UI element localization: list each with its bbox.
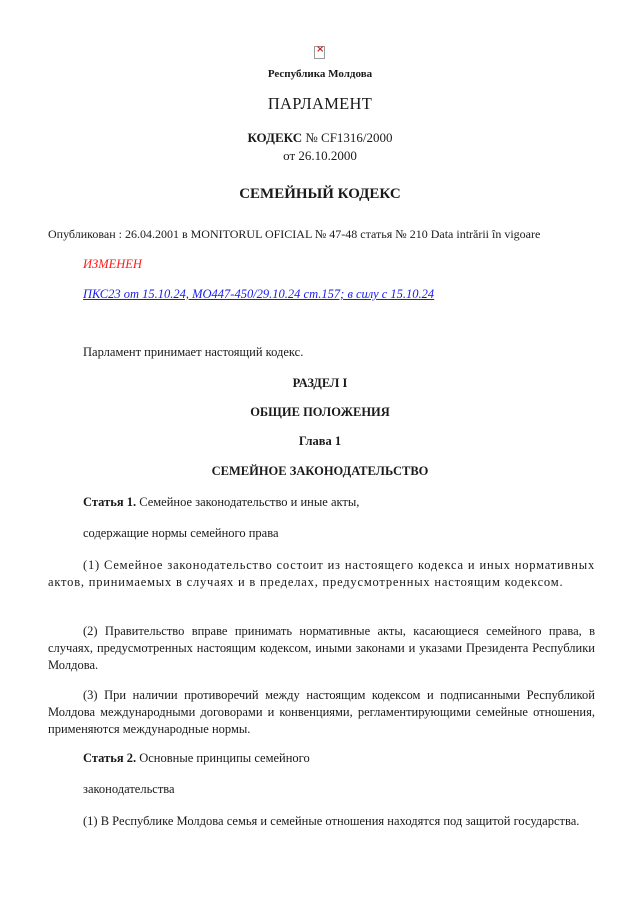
republic-name: Республика Молдова	[267, 68, 373, 80]
article-2-title: Основные принципы семейного	[139, 751, 310, 765]
code-label: КОДЕКС	[247, 130, 303, 145]
parliament-heading: ПАРЛАМЕНТ	[267, 94, 373, 113]
code-number-line	[0, 130, 640, 146]
article-2-paragraph-1: (1) В Республике Молдова семья и семейные отношения находятся под защитой государства.	[83, 814, 580, 828]
amendment-link[interactable]: ПКС23 от 15.10.24, MO447-450/29.10.24 ст.157; в силу с 15.10.24	[83, 287, 435, 301]
article-1-title: Семейное законодательство и иные акты,	[139, 495, 360, 509]
article-2-heading	[83, 751, 310, 766]
changed-label: ИЗМЕНЕН	[83, 257, 142, 271]
article-1-label: Статья 1.	[83, 495, 137, 509]
broken-image-icon	[314, 46, 325, 59]
code-date: от 26.10.2000	[283, 148, 357, 163]
document-title: СЕМЕЙНЫЙ КОДЕКС	[239, 186, 401, 202]
article-1-paragraph-2: (2) Правительство вправе принимать нормативные акты, касающиеся семейного права, в случаях, предусмотренных настоящим кодексом, иными законами и указами Президента Республики Молдова.	[48, 624, 595, 672]
article-1-heading	[83, 495, 359, 510]
article-1-title-cont: содержащие нормы семейного права	[83, 526, 279, 540]
section-title: ОБЩИЕ ПОЛОЖЕНИЯ	[250, 405, 390, 419]
article-2-label: Статья 2.	[83, 751, 137, 765]
article-2-title-cont: законодательства	[83, 782, 175, 796]
code-number: № CF1316/2000	[305, 130, 393, 145]
intro-text: Парламент принимает настоящий кодекс.	[83, 345, 304, 359]
article-1-paragraph-3: (3) При наличии противоречий между настоящим кодексом и подписанными Республикой Молдова международными договорами и конвенциями, регламентирующими семейные отношения, применяются международные нормы.	[48, 688, 595, 736]
article-1-paragraph-1: (1) Семейное законодательство состоит из настоящего кодекса и иных нормативных актов, принимаемых в случаях и в пределах, предусмотренных настоящим кодексом.	[48, 558, 595, 589]
publication-info: Опубликован : 26.04.2001 в MONITORUL OFICIAL № 47-48 статья № 210 Data intrării în vigoare	[48, 227, 541, 241]
chapter-title: СЕМЕЙНОЕ ЗАКОНОДАТЕЛЬСТВО	[211, 464, 429, 478]
chapter-heading: Глава 1	[298, 434, 342, 448]
section-heading: РАЗДЕЛ I	[292, 376, 348, 390]
